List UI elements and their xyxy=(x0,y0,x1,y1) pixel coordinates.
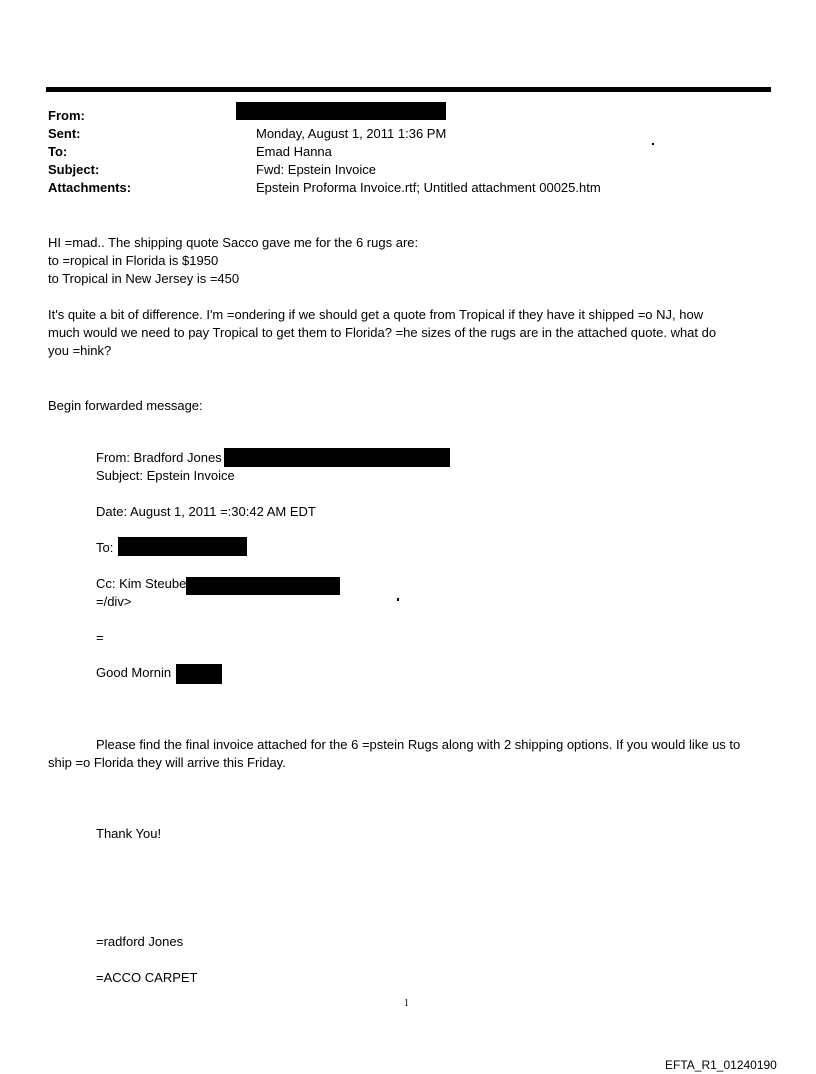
redaction-greeting xyxy=(176,664,222,684)
redaction-fwd-to xyxy=(118,537,247,556)
to-value: Emad Hanna xyxy=(256,144,332,159)
body-para2-line-1: It's quite a bit of difference. I'm =ondering if we should get a quote from Tropical if they have it shipped =o NJ, how xyxy=(48,307,704,322)
subject-value: Fwd: Epstein Invoice xyxy=(256,162,376,177)
fwd-cc: Cc: Kim Steube xyxy=(96,576,187,591)
fwd-sig-company: =ACCO CARPET xyxy=(96,970,198,985)
body-para2-line-2: much would we need to pay Tropical to get them to Florida? =he sizes of the rugs are in the attached quote. what do xyxy=(48,325,717,340)
sent-value: Monday, August 1, 2011 1:36 PM xyxy=(256,126,447,141)
body-para2-line-3: you =hink? xyxy=(48,343,112,358)
fwd-greeting: Good Mornin xyxy=(96,665,172,680)
scan-speck xyxy=(652,143,654,145)
attachments-label: Attachments: xyxy=(48,180,132,195)
body-line-2: to =ropical in Florida is $1950 xyxy=(48,253,219,268)
attachments-value: Epstein Proforma Invoice.rtf; Untitled attachment 00025.htm xyxy=(256,180,601,195)
fwd-date: Date: August 1, 2011 =:30:42 AM EDT xyxy=(96,504,316,519)
redaction-fwd-from xyxy=(224,448,450,467)
scan-speck-2 xyxy=(397,598,399,601)
body-line-1: HI =mad.. The shipping quote Sacco gave me for the 6 rugs are: xyxy=(48,235,419,250)
fwd-sig-name: =radford Jones xyxy=(96,934,184,949)
fwd-div: =/div> xyxy=(96,594,132,609)
document-id: EFTA_R1_01240190 xyxy=(665,1058,777,1072)
redaction-fwd-cc xyxy=(186,577,340,595)
fwd-para-line-2: ship =o Florida they will arrive this Friday. xyxy=(48,755,286,770)
to-label: To: xyxy=(48,144,68,159)
page-number: 1 xyxy=(404,998,409,1009)
fwd-subject: Subject: Epstein Invoice xyxy=(96,468,235,483)
fwd-eq: = xyxy=(96,630,104,645)
fwd-from: From: Bradford Jones xyxy=(96,450,222,465)
header-rule xyxy=(46,87,771,92)
from-label: From: xyxy=(48,108,85,123)
body-line-3: to Tropical in New Jersey is =450 xyxy=(48,271,240,286)
begin-forwarded: Begin forwarded message: xyxy=(48,398,203,413)
subject-label: Subject: xyxy=(48,162,100,177)
fwd-to: To: xyxy=(96,540,114,555)
redaction-from xyxy=(236,102,446,120)
fwd-para-line-1: Please find the final invoice attached for the 6 =pstein Rugs along with 2 shipping options. If you would like us to xyxy=(96,737,741,752)
sent-label: Sent: xyxy=(48,126,81,141)
fwd-thanks: Thank You! xyxy=(96,826,162,841)
